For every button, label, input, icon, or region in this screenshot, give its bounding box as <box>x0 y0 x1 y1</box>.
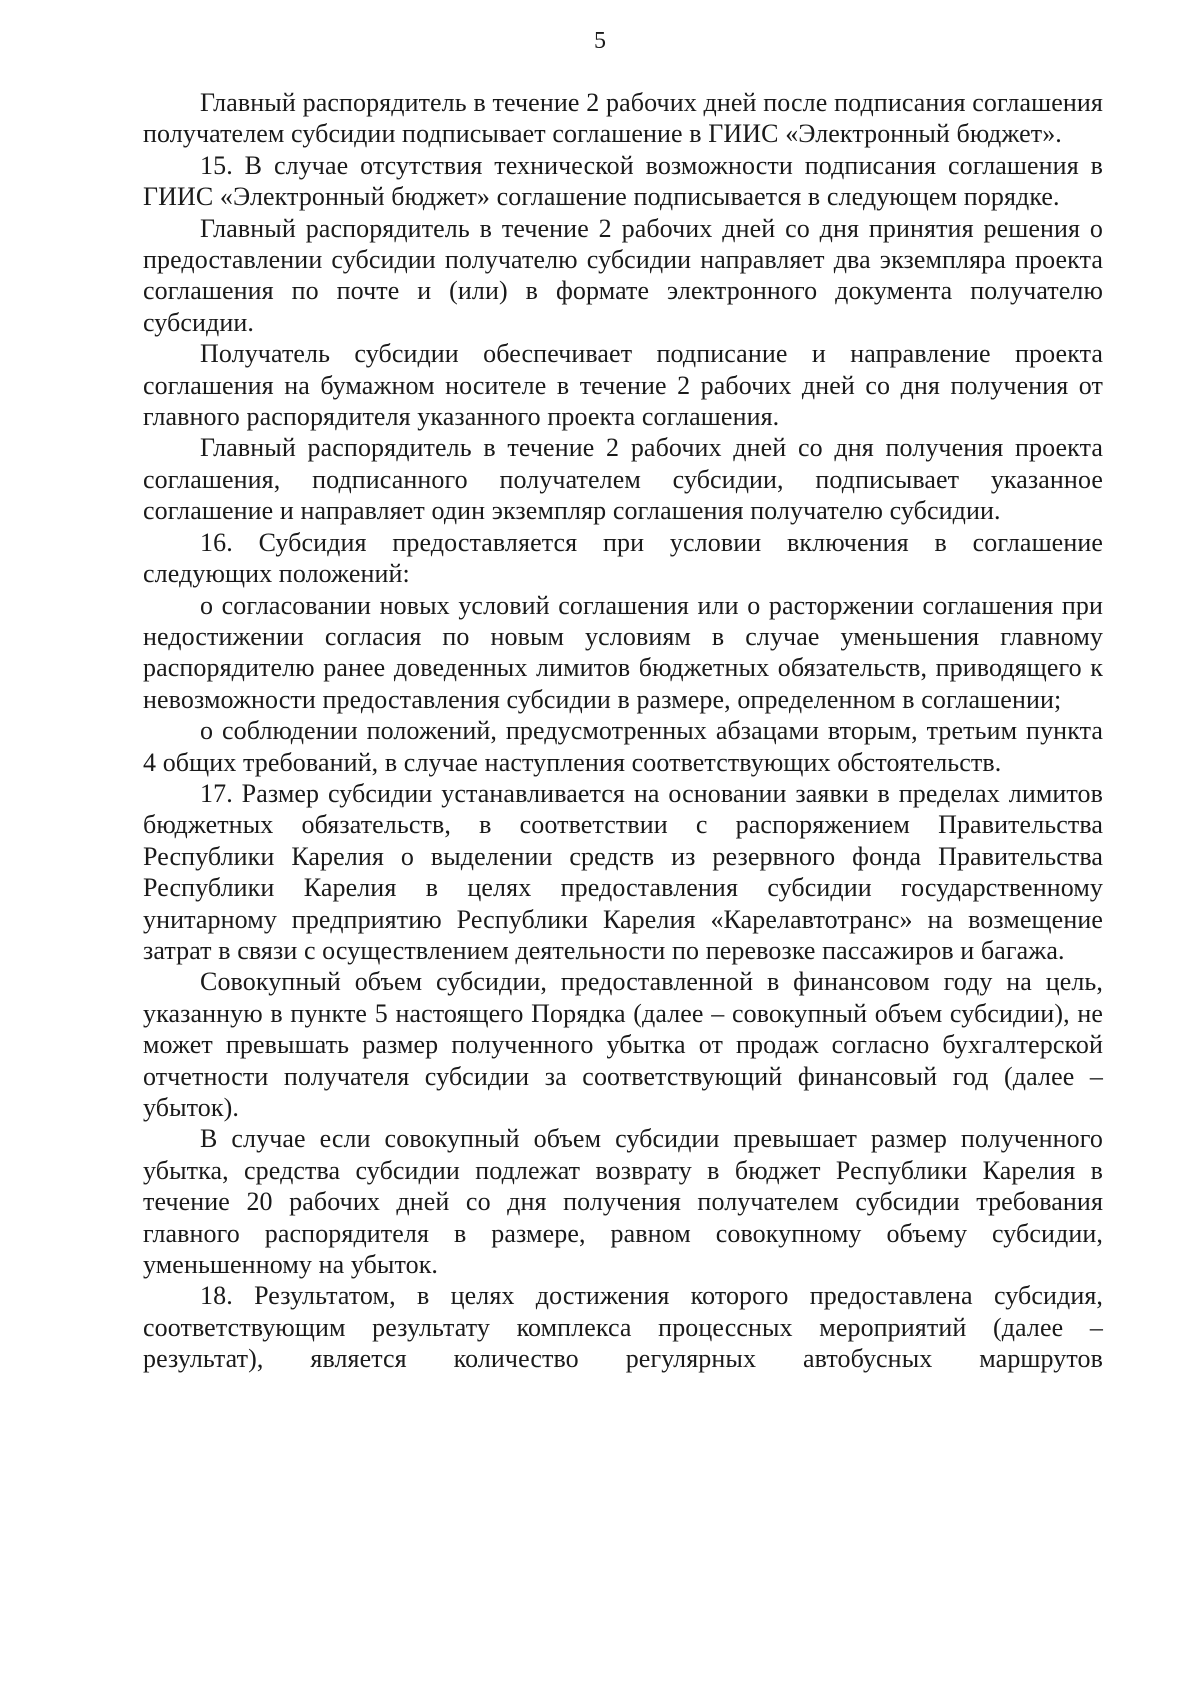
paragraph-total-subsidy-volume: Совокупный объем субсидии, предоставленной в финансовом году на цель, указанную в пункте 5 настоящего Порядка (далее – совокупный объем субсидии), не может превышать размер полученного убытка от продаж согласно бухгалтерской отчетности получателя субсидии за соответствующий финансовый год (далее – убыток). <box>143 967 1103 1122</box>
document-body <box>143 87 1103 1375</box>
paragraph-signing-by-main-administrator: Главный распорядитель в течение 2 рабочих дней после подписания соглашения получателем субсидии подписывает соглашение в ГИИС «Электронный бюджет». <box>143 88 1103 149</box>
paragraph-item-17: 17. Размер субсидии устанавливается на основании заявки в пределах лимитов бюджетных обязательств, в соответствии с распоряжением Правительства Республики Карелия о выделении средств из резервного фонда Правительства Республики Карелия в целях предоставления субсидии государственному унитарному предприятию Республики Карелия «Карелавтотранс» на возмещение затрат в связи с осуществлением деятельности по перевозке пассажиров и багажа. <box>143 778 1103 965</box>
page-number: 5 <box>594 28 606 54</box>
paragraph-main-administrator-signing: Главный распорядитель в течение 2 рабочих дней со дня получения проекта соглашения, подписанного получателем субсидии, подписывает указанное соглашение и направляет один экземпляр соглашения получателю субсидии. <box>143 433 1103 526</box>
paragraph-subsidy-refund: В случае если совокупный объем субсидии превышает размер полученного убытка, средства субсидии подлежат возврату в бюджет Республики Карелия в течение 20 рабочих дней со дня получения получателем субсидии требования главного распорядителя в размере, равном совокупному объему субсидии, уменьшенному на убыток. <box>143 1124 1103 1280</box>
paragraph-compliance: о соблюдении положений, предусмотренных абзацами вторым, третьим пункта 4 общих требований, в случае наступления соответствующих обстоятельств. <box>143 716 1103 777</box>
paragraph-item-18: 18. Результатом, в целях достижения которого предоставлена субсидия, соответствующим результату комплекса процессных мероприятий (далее – результат), является количество регулярных автобусных маршрутов <box>143 1281 1103 1374</box>
paragraph-recipient-signing: Получатель субсидии обеспечивает подписание и направление проекта соглашения на бумажном носителе в течение 2 рабочих дней со дня получения от главного распорядителя указанного проекта соглашения. <box>143 339 1103 432</box>
paragraph-sending-draft-agreement: Главный распорядитель в течение 2 рабочих дней со дня принятия решения о предоставлении субсидии получателю субсидии направляет два экземпляра проекта соглашения по почте и (или) в формате электронного документа получателю субсидии. <box>143 213 1103 337</box>
paragraph-item-15: 15. В случае отсутствия технической возможности подписания соглашения в ГИИС «Электронный бюджет» соглашение подписывается в следующем порядке. <box>143 150 1103 212</box>
paragraph-item-16: 16. Субсидия предоставляется при условии включения в соглашение следующих положений: <box>143 527 1103 589</box>
paragraph-new-conditions: о согласовании новых условий соглашения или о расторжении соглашения при недостижении согласия по новым условиям в случае уменьшения главному распорядителю ранее доведенных лимитов бюджетных обязательств, приводящего к невозможности предоставления субсидии в размере, определенном в соглашении; <box>143 590 1103 714</box>
